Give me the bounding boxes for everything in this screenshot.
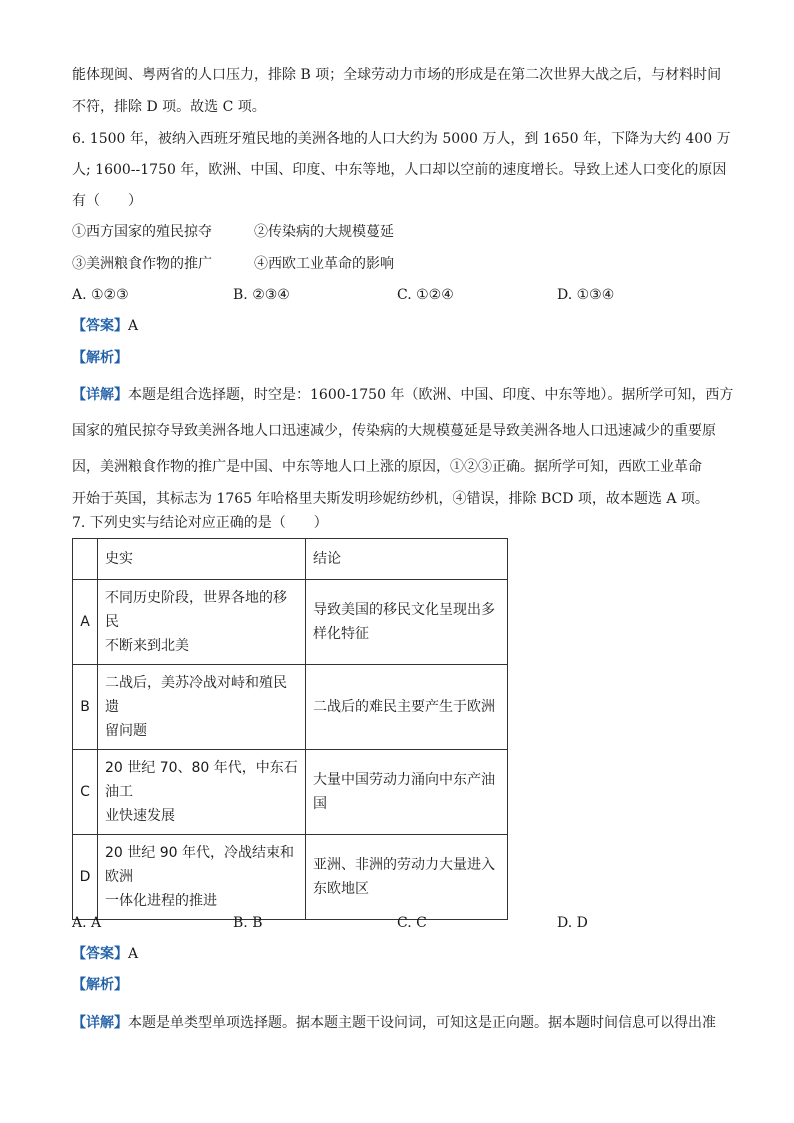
q6-detail-line-3: 因，美洲粮食作物的推广是中国、中东等地人口上涨的原因，①②③正确。据所学可知，西欧工业革命	[72, 459, 702, 475]
q6-option-c: C. ①②④	[397, 287, 454, 303]
q6-item-1: ①西方国家的殖民掠夺	[72, 224, 212, 240]
row-conclusion-line: 国	[313, 796, 327, 812]
row-fact	[98, 665, 306, 750]
q7-table	[72, 538, 508, 920]
q7-option-b: B. B	[233, 915, 263, 931]
q7-stem: 7. 下列史实与结论对应正确的是（ ）	[72, 515, 328, 531]
table-header-empty	[73, 539, 98, 580]
q6-detail-line-4: 开始于英国，其标志为 1765 年哈格里夫斯发明珍妮纺纱机，④错误，排除 BCD 项，故本题选 A 项。	[72, 491, 709, 507]
row-conclusion	[306, 665, 508, 750]
prev-analysis-line-1: 能体现闽、粤两省的人口压力，排除 B 项；全球劳动力市场的形成是在第二次世界大战之后，与材料时间	[72, 67, 722, 83]
q6-item-3: ③美洲粮食作物的推广	[72, 256, 212, 272]
row-fact-line: 不同历史阶段，世界各地的移民	[105, 590, 287, 630]
row-key: D	[73, 835, 98, 920]
q6-option-d: D. ①③④	[557, 287, 615, 303]
q7-analysis-tag	[72, 975, 128, 995]
row-key: A	[73, 580, 98, 665]
table-header-fact: 史实	[98, 539, 306, 580]
table-header-row	[73, 539, 508, 580]
row-fact-line: 业快速发展	[105, 808, 175, 824]
row-fact-line: 20 世纪 70、80 年代，中东石油工	[105, 760, 298, 800]
q7-option-c: C. C	[397, 915, 427, 931]
row-conclusion-line: 东欧地区	[313, 881, 369, 897]
row-conclusion-line: 亚洲、非洲的劳动力大量进入	[313, 857, 495, 873]
row-key: B	[73, 665, 98, 750]
table-header-conclusion: 结论	[306, 539, 508, 580]
q6-stem-line-2: 人; 1600--1750 年，欧洲、中国、印度、中东等地，人口却以空前的速度增长。导致上述人口变化的原因	[72, 162, 727, 178]
table-row	[73, 580, 508, 665]
q6-stem-line-3: 有（ ）	[72, 193, 142, 209]
detail-tag: 【详解】	[72, 1015, 128, 1031]
row-fact-line: 不断来到北美	[105, 638, 189, 654]
row-fact	[98, 580, 306, 665]
q6-detail-line-1	[72, 385, 733, 405]
row-fact-line: 20 世纪 90 年代，冷战结束和欧洲	[105, 845, 294, 885]
detail-text: 本题是单类型单项选择题。据本题主题干设问词，可知这是正向题。据本题时间信息可以得出准	[128, 1015, 716, 1031]
analysis-tag: 【解析】	[72, 350, 128, 366]
table-row	[73, 750, 508, 835]
q6-answer	[72, 316, 138, 336]
row-conclusion-line: 二战后的难民主要产生于欧洲	[313, 699, 495, 715]
row-fact-line: 二战后，美苏冷战对峙和殖民遗	[105, 675, 287, 715]
answer-value: A	[128, 318, 139, 334]
analysis-tag: 【解析】	[72, 977, 128, 993]
row-conclusion	[306, 750, 508, 835]
row-conclusion-line: 导致美国的移民文化呈现出多	[313, 602, 495, 618]
q6-stem-line-1: 6. 1500 年，被纳入西班牙殖民地的美洲各地的人口大约为 5000 万人，到 1650 年，下降为大约 400 万	[72, 131, 731, 147]
q7-answer	[72, 944, 138, 964]
row-conclusion	[306, 580, 508, 665]
q7-option-d: D. D	[557, 915, 588, 931]
row-conclusion-line: 样化特征	[313, 626, 369, 642]
answer-tag: 【答案】	[72, 318, 128, 334]
q7-option-a: A. A	[72, 915, 102, 931]
q7-detail-line-1	[72, 1013, 716, 1033]
q6-option-b: B. ②③④	[233, 287, 290, 303]
row-key: C	[73, 750, 98, 835]
answer-value: A	[128, 946, 139, 962]
q6-analysis-tag	[72, 348, 128, 368]
row-fact	[98, 750, 306, 835]
row-conclusion	[306, 835, 508, 920]
detail-tag: 【详解】	[72, 387, 128, 403]
q6-item-2: ②传染病的大规模蔓延	[254, 224, 394, 240]
table-row	[73, 665, 508, 750]
prev-analysis-line-2: 不符，排除 D 项。故选 C 项。	[72, 99, 266, 115]
row-fact	[98, 835, 306, 920]
table-row	[73, 835, 508, 920]
answer-tag: 【答案】	[72, 946, 128, 962]
detail-text: 本题是组合选择题，时空是：1600-1750 年（欧洲、中国、印度、中东等地）。据所学可知，西方	[128, 387, 734, 403]
q6-item-4: ④西欧工业革命的影响	[254, 256, 394, 272]
q6-option-a: A. ①②③	[72, 287, 129, 303]
row-fact-line: 一体化进程的推进	[105, 893, 217, 909]
q6-detail-line-2: 国家的殖民掠夺导致美洲各地人口迅速减少，传染病的大规模蔓延是导致美洲各地人口迅速减少的重要原	[72, 423, 716, 439]
row-conclusion-line: 大量中国劳动力涌向中东产油	[313, 772, 495, 788]
row-fact-line: 留问题	[105, 723, 147, 739]
